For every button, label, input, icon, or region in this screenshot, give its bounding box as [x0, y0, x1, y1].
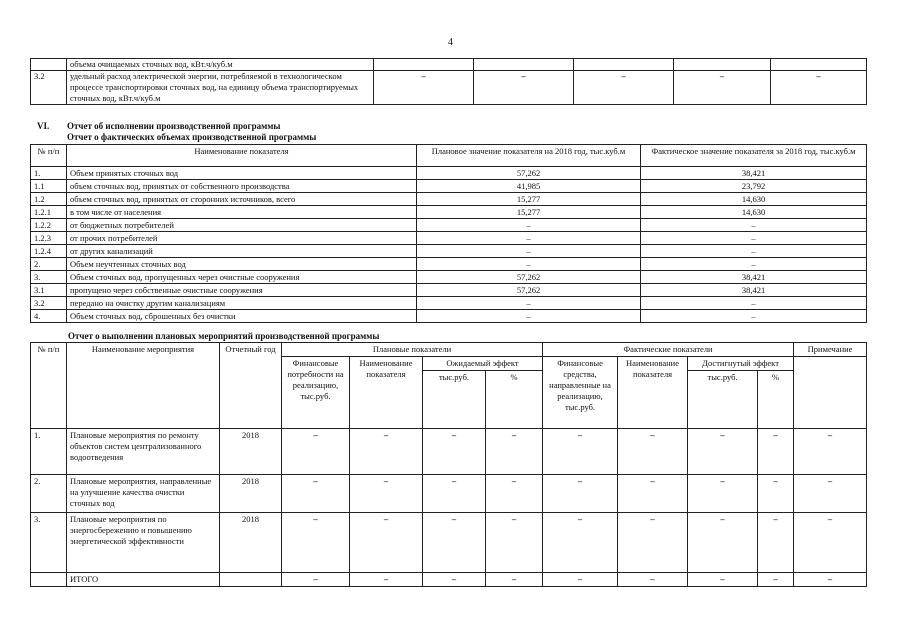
header-fact: Фактическое значение показателя за 2018 год, тыс.куб.м	[641, 145, 867, 167]
row-number: 1.2	[31, 193, 67, 206]
header-plan-fin: Финансовые потребности на реализацию, тыс.руб.	[282, 357, 350, 429]
cell-value: –	[618, 513, 688, 573]
table-header-row	[31, 343, 867, 357]
section-title: Отчет об исполнении производственной программы	[67, 121, 281, 131]
header-plan: Плановое значение показателя на 2018 год, тыс.куб.м	[417, 145, 641, 167]
cell-value: –	[758, 429, 794, 475]
cell-value: –	[350, 573, 423, 587]
table-row	[31, 206, 867, 219]
cell-value: –	[543, 573, 618, 587]
top-table	[30, 58, 867, 105]
row-number: 1.1	[31, 180, 67, 193]
fact-value: –	[641, 258, 867, 271]
table-row	[31, 271, 867, 284]
total-label: ИТОГО	[67, 573, 220, 587]
row-number: 3.	[31, 513, 67, 573]
row-label: Объем сточных вод, сброшенных без очистки	[67, 310, 417, 323]
volumes-table	[30, 144, 867, 323]
plan-value: 15,277	[417, 206, 641, 219]
row-label: в том числе от населения	[67, 206, 417, 219]
row-number: 1.	[31, 429, 67, 475]
cell-value: –	[794, 573, 867, 587]
table-header-row	[31, 145, 867, 167]
fact-value: 14,630	[641, 206, 867, 219]
cell-value: –	[543, 513, 618, 573]
row-label: объема очищаемых сточных вод, кВт.ч/куб.м	[67, 59, 374, 71]
cell-value: –	[543, 429, 618, 475]
plan-value: 57,262	[417, 167, 641, 180]
cell-value: –	[423, 429, 486, 475]
plan-value: –	[417, 297, 641, 310]
plan-value: 57,262	[417, 271, 641, 284]
header-plan-pct: %	[486, 371, 543, 429]
cell-value: –	[794, 513, 867, 573]
header-fact-effect: Достигнутый эффект	[688, 357, 794, 371]
row-label: Объем сточных вод, пропущенных через очистные сооружения	[67, 271, 417, 284]
row-label: Плановые мероприятия по энергосбережению и повышению энергетической эффективности	[67, 513, 220, 573]
row-number: 3.	[31, 271, 67, 284]
cell-value: –	[674, 71, 771, 105]
cell-value: –	[618, 429, 688, 475]
cell-value: –	[771, 71, 867, 105]
cell-value: –	[688, 429, 758, 475]
cell-value: –	[758, 573, 794, 587]
cell-value: –	[282, 513, 350, 573]
header-fact-fin: Финансовые средства, направленные на реализацию, тыс.руб.	[543, 357, 618, 429]
header-name: Наименование показателя	[67, 145, 417, 167]
row-label: от прочих потребителей	[67, 232, 417, 245]
cell-value: –	[758, 513, 794, 573]
fact-value: –	[641, 219, 867, 232]
plan-value: –	[417, 310, 641, 323]
row-number: 2.	[31, 475, 67, 513]
cell-value: –	[574, 71, 674, 105]
fact-value: 38,421	[641, 167, 867, 180]
table-row	[31, 310, 867, 323]
cell-value: –	[282, 429, 350, 475]
row-label: удельный расход электрической энергии, потребляемой в технологическом процессе транспортировки сточных вод, на единицу объема транспортируемых сточных вод, кВт.ч/куб.м	[67, 71, 374, 105]
header-fact-group: Фактические показатели	[543, 343, 794, 357]
cell-value: –	[486, 513, 543, 573]
header-plan-rub: тыс.руб.	[423, 371, 486, 429]
cell-value: –	[486, 475, 543, 513]
cell-value: –	[486, 429, 543, 475]
table-row	[31, 429, 867, 475]
row-label: передано на очистку другим канализациям	[67, 297, 417, 310]
table-row	[31, 59, 867, 71]
fact-value: –	[641, 232, 867, 245]
cell-value: –	[282, 475, 350, 513]
total-row	[31, 573, 867, 587]
table-row	[31, 180, 867, 193]
cell-value: –	[688, 573, 758, 587]
plan-value: 15,277	[417, 193, 641, 206]
row-number: 1.2.4	[31, 245, 67, 258]
row-year: 2018	[220, 513, 282, 573]
plan-value: –	[417, 258, 641, 271]
measures-caption: Отчет о выполнении плановых мероприятий производственной программы	[68, 331, 380, 341]
cell-value: –	[618, 573, 688, 587]
table-row	[31, 219, 867, 232]
row-label: объем сточных вод, принятых от сторонних источников, всего	[67, 193, 417, 206]
header-plan-group: Плановые показатели	[282, 343, 543, 357]
plan-value: –	[417, 232, 641, 245]
header-plan-name: Наименование показателя	[350, 357, 423, 429]
cell-value: –	[423, 513, 486, 573]
cell-value: –	[794, 429, 867, 475]
row-label: от бюджетных потребителей	[67, 219, 417, 232]
header-fact-name: Наименование показателя	[618, 357, 688, 429]
row-label: Объем принятых сточных вод	[67, 167, 417, 180]
row-label: от других канализаций	[67, 245, 417, 258]
table-row	[31, 71, 867, 105]
row-label: Объем неучтенных сточных вод	[67, 258, 417, 271]
cell-value: –	[474, 71, 574, 105]
plan-value: –	[417, 245, 641, 258]
row-number: 3.1	[31, 284, 67, 297]
header-num: № п/п	[31, 343, 67, 429]
header-num: № п/п	[31, 145, 67, 167]
row-year: 2018	[220, 429, 282, 475]
cell-value: –	[350, 429, 423, 475]
fact-value: 38,421	[641, 284, 867, 297]
fact-value: –	[641, 310, 867, 323]
cell-value: –	[350, 513, 423, 573]
header-year: Отчетный год	[220, 343, 282, 429]
fact-value: 23,792	[641, 180, 867, 193]
cell-value: –	[758, 475, 794, 513]
row-number: 1.	[31, 167, 67, 180]
row-label: пропущено через собственные очистные сооружения	[67, 284, 417, 297]
row-number: 2.	[31, 258, 67, 271]
row-number: 1.2.1	[31, 206, 67, 219]
section-number: VI.	[37, 121, 50, 131]
cell-value: –	[486, 573, 543, 587]
row-number: 4.	[31, 310, 67, 323]
fact-value: –	[641, 297, 867, 310]
section-heading	[37, 121, 316, 143]
row-year: 2018	[220, 475, 282, 513]
table-row	[31, 193, 867, 206]
header-fact-rub: тыс.руб.	[688, 371, 758, 429]
table-row	[31, 232, 867, 245]
cell-value: –	[688, 475, 758, 513]
fact-value: 38,421	[641, 271, 867, 284]
row-number: 3.2	[31, 71, 67, 105]
plan-value: 41,985	[417, 180, 641, 193]
table-row	[31, 284, 867, 297]
cell-value: –	[374, 71, 474, 105]
cell-value: –	[688, 513, 758, 573]
section-subtitle: Отчет о фактических объемах производственной программы	[67, 132, 317, 142]
header-fact-pct: %	[758, 371, 794, 429]
cell-value: –	[282, 573, 350, 587]
header-note: Примечание	[794, 343, 867, 357]
row-label: Плановые мероприятия по ремонту объектов систем централизованного водоотведения	[67, 429, 220, 475]
row-number: 1.2.3	[31, 232, 67, 245]
row-label: объем сточных вод, принятых от собственного производства	[67, 180, 417, 193]
cell-value: –	[794, 475, 867, 513]
table-row	[31, 513, 867, 573]
table-row	[31, 245, 867, 258]
table-row	[31, 258, 867, 271]
row-number: 3.2	[31, 297, 67, 310]
fact-value: 14,630	[641, 193, 867, 206]
table-row	[31, 297, 867, 310]
measures-table	[30, 342, 867, 587]
cell-value: –	[423, 573, 486, 587]
table-row	[31, 475, 867, 513]
table-row	[31, 167, 867, 180]
header-name: Наименование мероприятия	[67, 343, 220, 429]
fact-value: –	[641, 245, 867, 258]
cell-value: –	[618, 475, 688, 513]
page-number: 4	[448, 37, 453, 48]
cell-value: –	[423, 475, 486, 513]
cell-value: –	[543, 475, 618, 513]
row-label: Плановые мероприятия, направленные на улучшение качества очистки сточных вод	[67, 475, 220, 513]
cell-value: –	[350, 475, 423, 513]
plan-value: 57,262	[417, 284, 641, 297]
row-number: 1.2.2	[31, 219, 67, 232]
plan-value: –	[417, 219, 641, 232]
header-plan-effect: Ожидаемый эффект	[423, 357, 543, 371]
